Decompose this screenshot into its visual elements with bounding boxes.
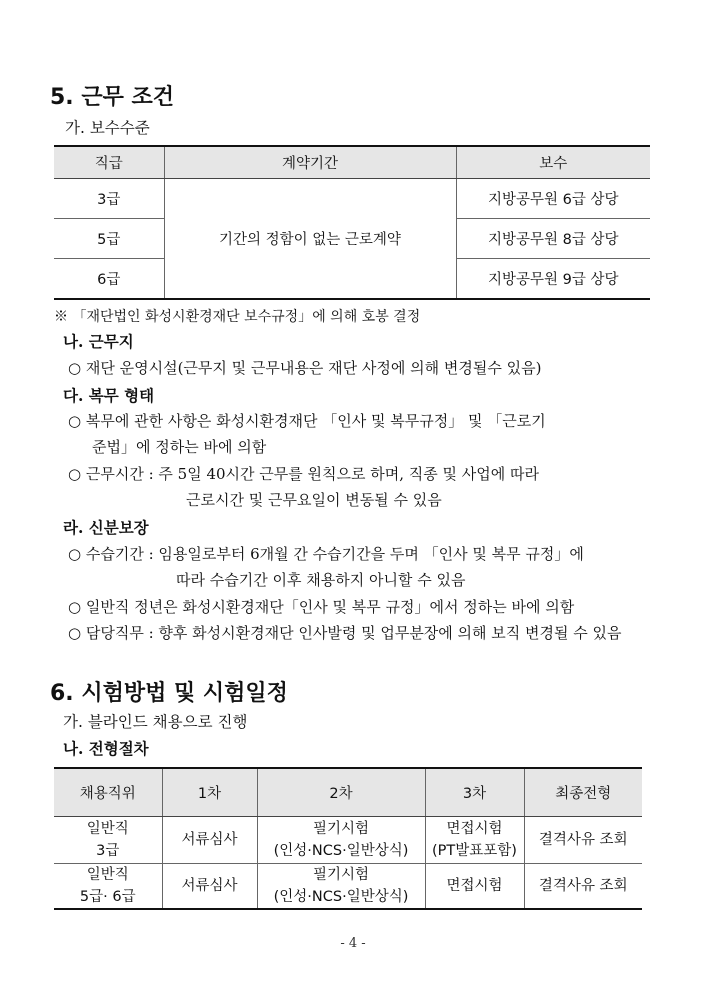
stage3-cell xyxy=(425,817,524,864)
pay-cell: 지방공무원 9급 상당 xyxy=(456,259,650,300)
list-item: ○ 담당직무 : 향후 화성시환경재단 인사발령 및 업무분장에 의해 보직 변경될 수 있음 xyxy=(68,624,622,642)
table-row xyxy=(54,179,650,219)
stage3-line2: (PT발표포함) xyxy=(432,843,517,859)
final-cell: 결격사유 조회 xyxy=(524,817,642,864)
process-table xyxy=(54,767,642,910)
grade-cell: 6급 xyxy=(54,259,164,300)
section5-title: 5. 근무 조건 xyxy=(50,85,174,110)
grade-cell: 5급 xyxy=(54,219,164,259)
process-heading: 나. 전형절차 xyxy=(63,739,149,758)
header-final: 최종전형 xyxy=(524,768,642,817)
section6-title: 6. 시험방법 및 시험일정 xyxy=(50,681,288,706)
header-position: 채용직위 xyxy=(54,768,162,817)
header-stage1: 1차 xyxy=(162,768,257,817)
table-row xyxy=(54,864,642,910)
stage3-cell: 면접시험 xyxy=(425,864,524,910)
position-cell xyxy=(54,817,162,864)
list-item: ○ 복무에 관한 사항은 화성시환경재단 「인사 및 복무규정」 및 「근로기 xyxy=(68,412,546,430)
table-header-row xyxy=(54,768,642,817)
pay-cell: 지방공무원 6급 상당 xyxy=(456,179,650,219)
stage2-line2: (인성·NCS·일반상식) xyxy=(273,889,409,905)
header-stage2: 2차 xyxy=(257,768,425,817)
final-cell: 결격사유 조회 xyxy=(524,864,642,910)
stage1-cell: 서류심사 xyxy=(162,864,257,910)
page-number: - 4 - xyxy=(340,936,366,951)
list-item-cont: 따라 수습기간 이후 채용하지 아니할 수 있음 xyxy=(176,571,466,589)
stage1-cell: 서류심사 xyxy=(162,817,257,864)
position-line1: 일반직 xyxy=(86,821,129,837)
pay-level-heading: 가. 보수수준 xyxy=(65,119,150,137)
blind-hiring-heading: 가. 블라인드 채용으로 진행 xyxy=(63,713,248,731)
stage2-line1: 필기시험 xyxy=(312,867,370,883)
position-line1: 일반직 xyxy=(86,867,129,883)
list-item-cont: 준법」에 정하는 바에 의함 xyxy=(92,438,267,456)
table-header-row xyxy=(54,146,650,179)
grade-cell: 3급 xyxy=(54,179,164,219)
pay-cell: 지방공무원 8급 상당 xyxy=(456,219,650,259)
list-item: ○ 수습기간 : 임용일로부터 6개월 간 수습기간을 두며 「인사 및 복무 규정」에 xyxy=(68,545,584,563)
header-grade: 직급 xyxy=(54,146,164,179)
header-contract: 계약기간 xyxy=(164,146,456,179)
list-item: ○ 근무시간 : 주 5일 40시간 근무를 원칙으로 하며, 직종 및 사업에 따라 xyxy=(68,465,540,483)
stage2-line2: (인성·NCS·일반상식) xyxy=(273,843,409,859)
stage3-line1: 면접시험 xyxy=(446,821,503,837)
contract-cell: 기간의 정함이 없는 근로계약 xyxy=(164,179,456,300)
position-cell xyxy=(54,864,162,910)
list-item: ○ 재단 운영시설(근무지 및 근무내용은 재단 사정에 의해 변경될수 있음) xyxy=(68,359,542,377)
workplace-heading: 나. 근무지 xyxy=(63,332,134,351)
header-pay: 보수 xyxy=(456,146,650,179)
list-item: ○ 일반직 정년은 화성시환경재단「인사 및 복무 규정」에서 정하는 바에 의함 xyxy=(68,598,575,616)
stage2-line1: 필기시험 xyxy=(312,821,370,837)
pay-table xyxy=(54,145,650,300)
header-stage3: 3차 xyxy=(425,768,524,817)
stage2-cell xyxy=(257,864,425,910)
table-row xyxy=(54,817,642,864)
status-heading: 라. 신분보장 xyxy=(63,518,149,537)
list-item-cont: 근로시간 및 근무요일이 변동될 수 있음 xyxy=(186,491,442,509)
position-line2: 5급· 6급 xyxy=(79,889,136,905)
work-type-heading: 다. 복무 형태 xyxy=(63,386,155,405)
position-line2: 3급 xyxy=(96,843,120,859)
pay-note: ※ 「재단법인 화성시환경재단 보수규정」에 의해 호봉 결정 xyxy=(54,309,421,325)
stage2-cell xyxy=(257,817,425,864)
